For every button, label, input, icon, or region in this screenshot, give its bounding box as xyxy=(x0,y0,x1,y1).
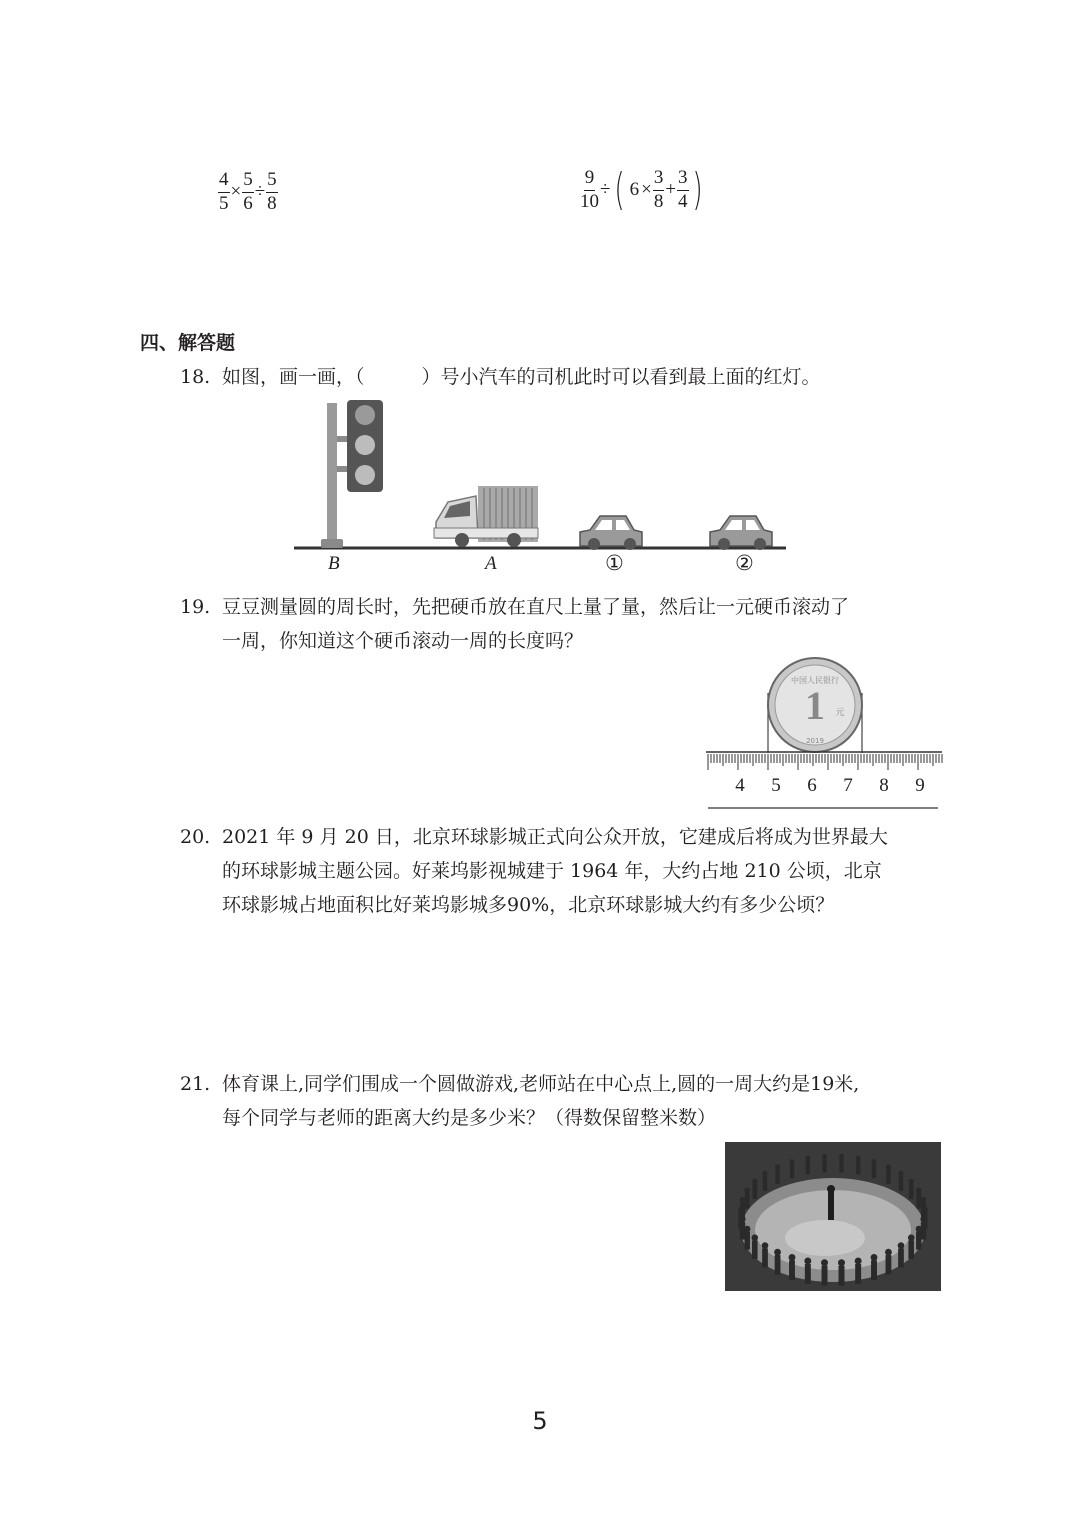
expression-2 xyxy=(580,164,706,216)
question-18 xyxy=(180,360,960,394)
student-head xyxy=(821,1259,828,1266)
student-head xyxy=(752,1234,759,1241)
student-head xyxy=(740,1197,746,1203)
question-21 xyxy=(180,1067,980,1135)
student-figure xyxy=(752,1184,757,1199)
student-figure xyxy=(898,1248,904,1267)
student-figure xyxy=(916,1193,921,1209)
student-head xyxy=(762,1171,767,1176)
ruler-tick-label: 6 xyxy=(807,775,817,796)
car-2-icon xyxy=(710,516,772,550)
student-head xyxy=(789,1254,796,1261)
student-figure xyxy=(916,1232,921,1250)
operator: ÷ xyxy=(254,181,266,203)
student-figure xyxy=(855,1264,861,1284)
student-head xyxy=(856,1156,861,1161)
student-figure xyxy=(745,1232,750,1250)
student-figure xyxy=(822,1266,828,1286)
student-head xyxy=(909,1179,914,1184)
student-head xyxy=(804,1257,811,1264)
student-head xyxy=(898,1171,903,1176)
teacher-figure xyxy=(828,1192,834,1220)
question-text: 的环球影城主题公园。好莱坞影视城建于 1964 年，大约占地 210 公顷，北京 xyxy=(222,860,882,882)
student-head xyxy=(871,1254,878,1261)
student-head xyxy=(916,1187,922,1193)
fraction: $\frac{3}{4}$ xyxy=(678,167,688,212)
operator: × xyxy=(641,179,652,201)
student-head xyxy=(822,1154,827,1159)
student-head xyxy=(908,1234,915,1241)
traffic-light-icon xyxy=(321,400,383,548)
student-figure xyxy=(872,1164,876,1178)
student-head xyxy=(839,1154,844,1159)
student-figure xyxy=(921,1222,926,1240)
whole-number: 6 xyxy=(629,179,640,201)
student-head xyxy=(885,1249,892,1256)
fraction: $\frac{3}{8}$ xyxy=(653,167,664,212)
truck-icon xyxy=(434,486,538,547)
student-figure xyxy=(838,1266,844,1286)
student-figure xyxy=(805,1264,811,1284)
student-figure xyxy=(886,1169,890,1184)
student-figure xyxy=(899,1176,903,1191)
traffic-figure xyxy=(290,398,790,578)
svg-text:中国人民银行: 中国人民银行 xyxy=(791,676,839,685)
question-text: 每个同学与老师的距离大约是多少米？（得数保留整米数） xyxy=(222,1107,717,1129)
question-number: 18. xyxy=(180,366,211,388)
student-figure xyxy=(839,1158,843,1172)
ruler-tick-labels xyxy=(722,775,938,797)
operator: + xyxy=(665,179,677,201)
question-text: 豆豆测量圆的周长时，先把硬币放在直尺上量了量，然后让一元硬币滚动了 xyxy=(222,596,850,618)
question-text: 如图，画一画，（ ）号小汽车的司机此时可以看到最上面的红灯。 xyxy=(222,366,821,388)
fraction: $\frac{4}{5}$ xyxy=(219,169,229,214)
question-text: 体育课上,同学们围成一个圆做游戏,老师站在中心点上,圆的一周大约是19米, xyxy=(222,1073,860,1095)
question-number: 19. xyxy=(180,596,211,618)
question-number: 20. xyxy=(180,826,211,848)
student-head xyxy=(789,1159,794,1164)
student-figure xyxy=(806,1160,810,1174)
operator: × xyxy=(230,181,242,203)
student-head xyxy=(775,1164,780,1169)
student-figure xyxy=(908,1240,914,1259)
ruler-tick-label: 4 xyxy=(735,775,745,796)
label-b: B xyxy=(328,553,340,574)
question-text: 2021 年 9 月 20 日，北京环球影城正式向公众开放，它建成后将成为世界最大 xyxy=(222,826,888,848)
student-head xyxy=(898,1242,905,1249)
student-head xyxy=(921,1197,927,1203)
student-figure xyxy=(886,1255,892,1274)
student-figure xyxy=(775,1255,781,1274)
student-head xyxy=(838,1259,845,1266)
student-figure xyxy=(822,1158,826,1172)
students-circle-photo xyxy=(725,1142,941,1291)
ruler-tick-label: 9 xyxy=(915,775,925,796)
student-head xyxy=(872,1159,877,1164)
student-figure xyxy=(921,1202,926,1218)
student-head xyxy=(805,1156,810,1161)
fraction: $\frac{9}{10}$ xyxy=(580,167,599,212)
student-head xyxy=(744,1187,750,1193)
student-figure xyxy=(789,1260,795,1280)
question-20 xyxy=(180,820,980,922)
student-head xyxy=(886,1164,891,1169)
student-head xyxy=(855,1257,862,1264)
svg-text:2019: 2019 xyxy=(806,737,824,745)
page-number: 5 xyxy=(532,1407,548,1435)
student-figure xyxy=(909,1184,914,1199)
svg-text:1: 1 xyxy=(805,683,825,728)
student-figure xyxy=(763,1176,767,1191)
coin-icon xyxy=(768,658,862,753)
student-figure xyxy=(745,1193,750,1209)
student-figure xyxy=(790,1164,794,1178)
student-figure xyxy=(856,1160,860,1174)
ruler-tick-label: 7 xyxy=(843,775,853,796)
car-1-icon xyxy=(580,516,642,550)
fraction: $\frac{5}{8}$ xyxy=(267,169,277,214)
label-1: ① xyxy=(605,551,624,575)
label-2: ② xyxy=(735,551,754,575)
expression-1 xyxy=(218,170,278,215)
section-title: 四、解答题 xyxy=(140,332,236,354)
question-text: 一周，你知道这个硬币滚动一周的长度吗？ xyxy=(222,630,584,652)
question-19 xyxy=(180,590,980,658)
student-figure xyxy=(740,1202,745,1218)
left-paren: ( xyxy=(614,164,626,216)
operator: ÷ xyxy=(600,179,611,201)
fraction: $\frac{5}{6}$ xyxy=(243,169,253,214)
student-figure xyxy=(752,1240,758,1259)
student-figure xyxy=(775,1169,779,1184)
student-figure xyxy=(871,1260,877,1280)
svg-text:元: 元 xyxy=(835,708,845,718)
ruler-tick-label: 8 xyxy=(879,775,889,796)
student-head xyxy=(916,1226,922,1232)
student-figure xyxy=(762,1248,768,1267)
ruler-tick-label: 5 xyxy=(771,775,781,796)
question-number: 21. xyxy=(180,1073,211,1095)
right-paren: ) xyxy=(691,164,703,216)
student-head xyxy=(752,1179,757,1184)
student-head xyxy=(762,1242,769,1249)
label-a: A xyxy=(485,553,497,574)
question-text: 环球影城占地面积比好莱坞影城多90%，北京环球影城大约有多少公顷？ xyxy=(222,894,835,916)
student-head xyxy=(774,1249,781,1256)
